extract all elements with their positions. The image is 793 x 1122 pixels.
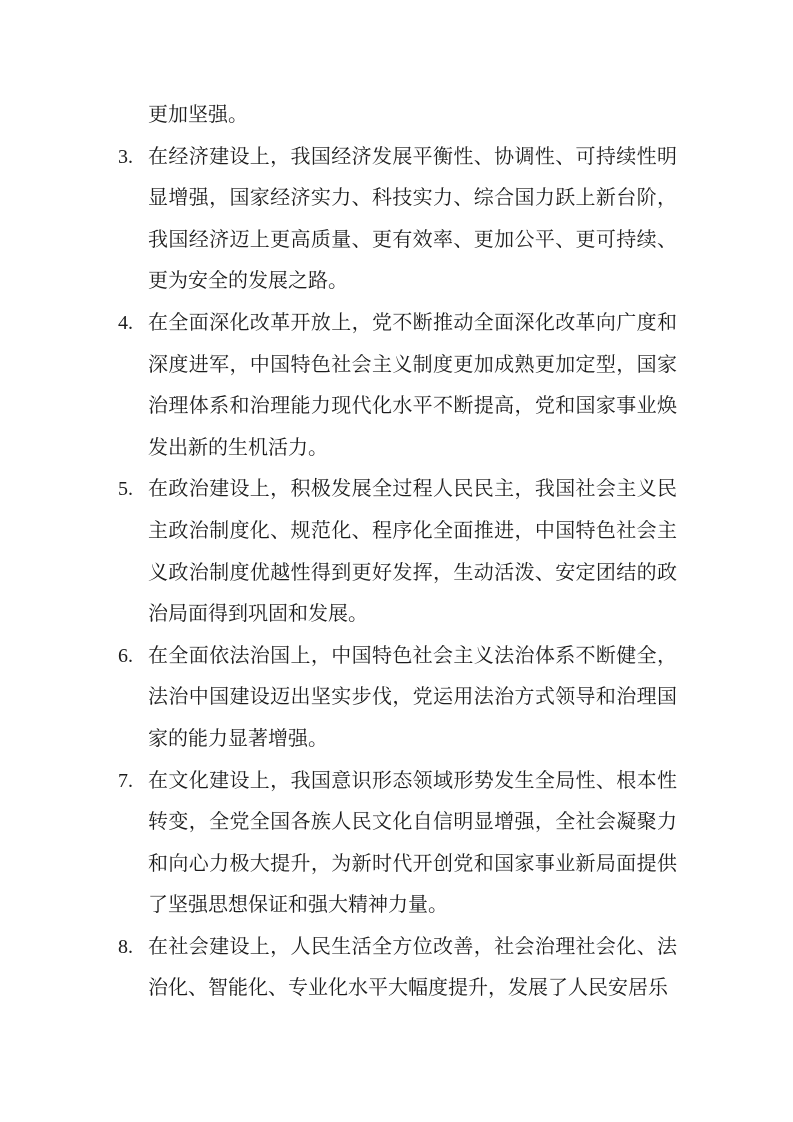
list-item-text: 在政治建设上，积极发展全过程人民民主，我国社会主义民主政治制度化、规范化、程序化全面推进，中国特色社会主义政治制度优越性得到更好发挥，生动活泼、安定团结的政治局面得到巩固和发展。 [148,478,677,626]
document-content [118,95,677,1010]
list-item-text: 在文化建设上，我国意识形态领域形势发生全局性、根本性转变，全党全国各族人民文化自信明显增强，全社会凝聚力和向心力极大提升，为新时代开创党和国家事业新局面提供了坚强思想保证和强大精神力量。 [148,769,677,917]
list-item-number: 4. [118,311,133,334]
list-item-number: 3. [118,145,133,168]
list-item-text: 在全面依法治国上，中国特色社会主义法治体系不断健全，法治中国建设迈出坚实步伐，党运用法治方式领导和治理国家的能力显著增强。 [148,644,677,750]
list-item-number: 6. [118,644,133,667]
paragraph-continuation: 更加坚强。 [148,104,248,126]
list-item-number: 7. [118,769,133,792]
list-item-6 [118,636,677,761]
list-item-text: 在社会建设上，人民生活全方位改善，社会治理社会化、法治化、智能化、专业化水平大幅度提升，发展了人民安居乐 [148,935,677,1000]
list-item-7 [118,761,677,927]
list-item-4 [118,303,677,469]
list-item-number: 8. [118,935,133,958]
list-item-3 [118,137,677,303]
list-item-8 [118,927,677,1010]
list-item-text: 在经济建设上，我国经济发展平衡性、协调性、可持续性明显增强，国家经济实力、科技实力、综合国力跃上新台阶，我国经济迈上更高质量、更有效率、更加公平、更可持续、更为安全的发展之路。 [148,145,677,293]
list-item-number: 5. [118,478,133,501]
list-item-5 [118,469,677,635]
list-item-text: 在全面深化改革开放上，党不断推动全面深化改革向广度和深度进军，中国特色社会主义制度更加成熟更加定型，国家治理体系和治理能力现代化水平不断提高，党和国家事业焕发出新的生机活力。 [148,311,677,459]
